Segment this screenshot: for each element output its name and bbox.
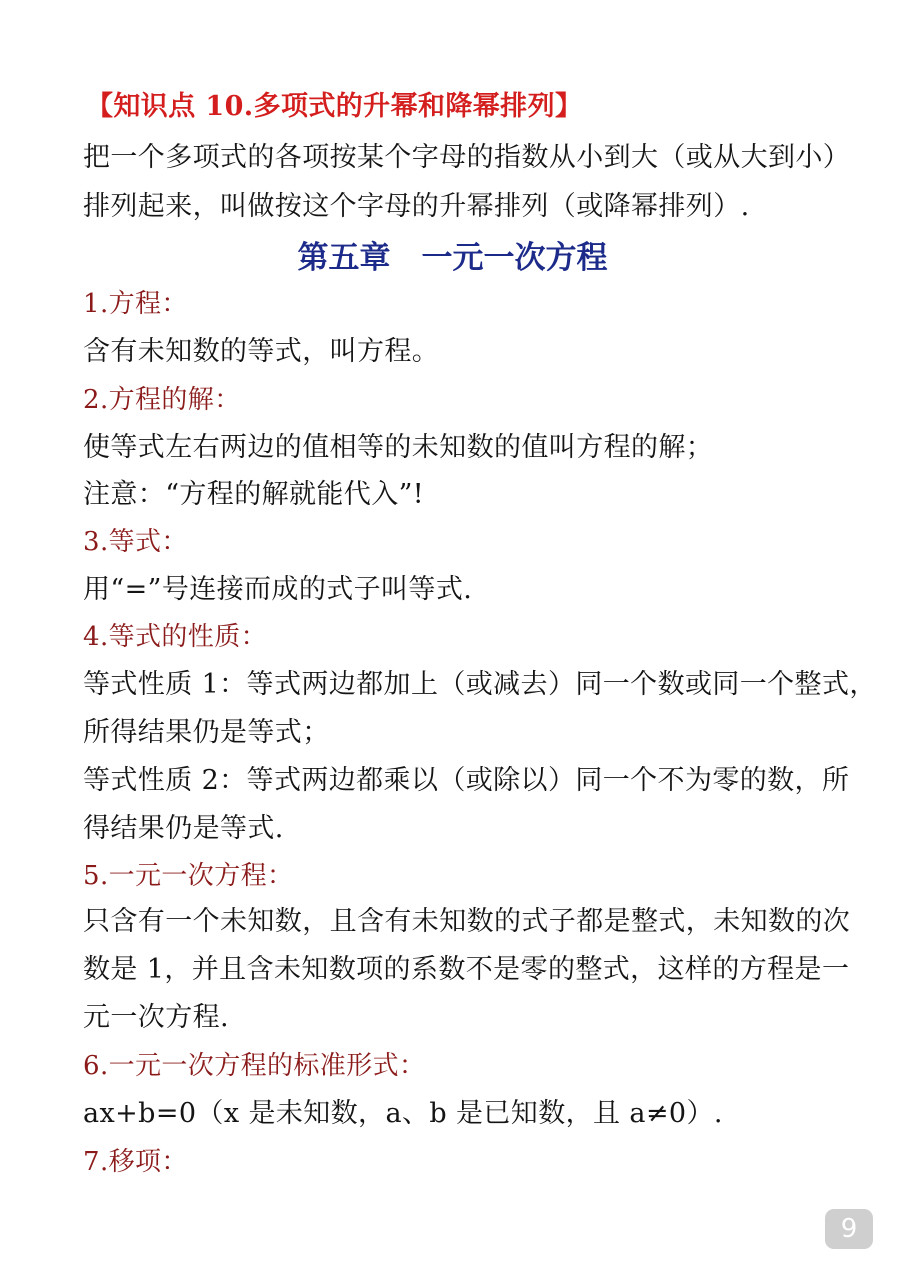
kp10-body-line-1: 把一个多项式的各项按某个字母的指数从小到大（或从大到小） xyxy=(83,142,851,173)
section-7-title: 7.移项： xyxy=(83,1147,188,1177)
section-3-title: 3.等式： xyxy=(83,527,188,557)
section-4-line-2: 所得结果仍是等式； xyxy=(83,717,330,748)
section-4-line-1: 等式性质 1：等式两边都加上（或减去）同一个数或同一个整式， xyxy=(83,669,877,700)
section-5-line-2: 数是 1，并且含未知数项的系数不是零的整式，这样的方程是一 xyxy=(83,954,850,985)
page-number-badge: 9 xyxy=(825,1209,873,1249)
section-4-line-3: 等式性质 2：等式两边都乘以（或除以）同一个不为零的数，所 xyxy=(83,765,850,796)
section-6-title: 6.一元一次方程的标准形式： xyxy=(83,1051,426,1081)
chapter-title: 第五章 一元一次方程 xyxy=(297,240,608,276)
section-6-line-1: ax+b=0（x 是未知数，a、b 是已知数，且 a≠0）. xyxy=(83,1098,723,1129)
kp10-body-line-2: 排列起来，叫做按这个字母的升幂排列（或降幂排列）. xyxy=(83,191,750,222)
section-5-title: 5.一元一次方程： xyxy=(83,861,294,891)
section-2-line-2: 注意：“方程的解就能代入”! xyxy=(83,479,425,510)
section-3-line-1: 用“=”号连接而成的式子叫等式. xyxy=(83,574,473,605)
section-5-line-1: 只含有一个未知数，且含有未知数的式子都是整式，未知数的次 xyxy=(83,906,851,937)
section-1-title: 1.方程： xyxy=(83,289,188,319)
section-5-line-3: 元一次方程. xyxy=(83,1002,229,1033)
section-2-title: 2.方程的解： xyxy=(83,385,241,415)
knowledge-point-heading: 【知识点 10.多项式的升幂和降幂排列】 xyxy=(86,91,583,122)
section-4-line-4: 得结果仍是等式. xyxy=(83,813,284,844)
section-1-line-1: 含有未知数的等式，叫方程。 xyxy=(83,336,440,367)
section-2-line-1: 使等式左右两边的值相等的未知数的值叫方程的解； xyxy=(83,432,714,463)
section-4-title: 4.等式的性质： xyxy=(83,622,268,652)
